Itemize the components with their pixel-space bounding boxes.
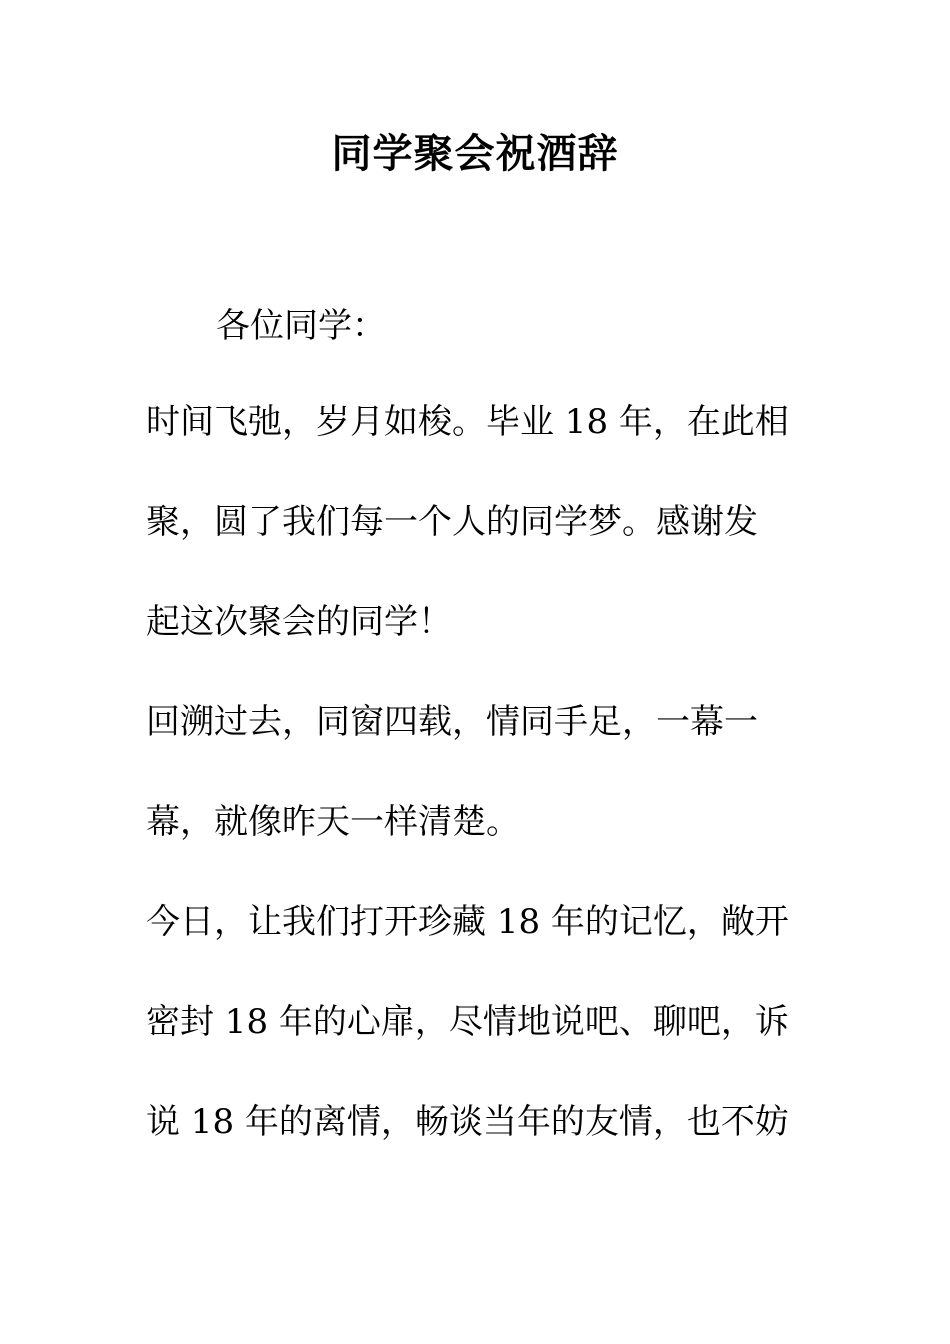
body-text [146,398,806,1198]
salutation: 各位同学： [216,306,386,346]
body-line: 密封 18 年的心扉，尽情地说吧、聊吧，诉 [146,1002,789,1042]
document-title: 同学聚会祝酒辞 [331,131,619,177]
body-line: 时间飞弛，岁月如梭。毕业 18 年，在此相 [146,402,789,442]
body-line: 幕，就像昨天一样清楚。 [146,802,520,842]
body-line: 聚，圆了我们每一个人的同学梦。感谢发 [146,502,758,542]
body-line: 回溯过去，同窗四载，情同手足，一幕一 [146,702,758,742]
body-line: 今日，让我们打开珍藏 18 年的记忆，敞开 [146,902,789,942]
body-line: 起这次聚会的同学！ [146,602,452,642]
body-line: 说 18 年的离情，畅谈当年的友情，也不妨 [146,1102,789,1142]
